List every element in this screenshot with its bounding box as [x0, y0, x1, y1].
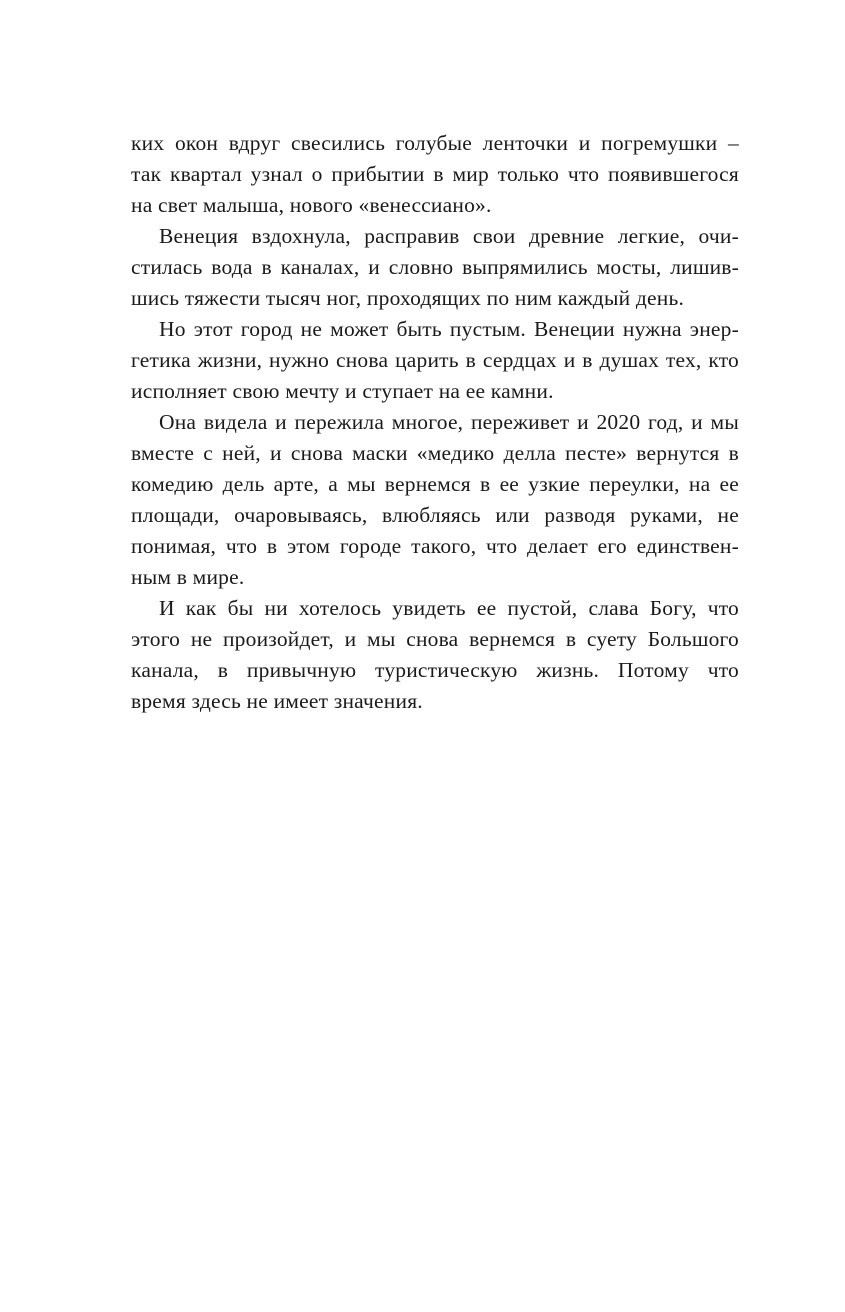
- text-line: канала, в привычную туристическую жизнь. Потому что: [131, 658, 739, 682]
- paragraph-5: [131, 593, 739, 717]
- text-line: Но этот город не может быть пустым. Венеции нужна энер-: [159, 317, 739, 341]
- text-line: гетика жизни, нужно снова царить в сердцах и в душах тех, кто: [131, 348, 739, 372]
- text-line: этого не произойдет, и мы снова вернемся в суету Большого: [131, 627, 739, 651]
- text-line: ным в мире.: [131, 565, 245, 589]
- text-line: стилась вода в каналах, и словно выпрямились мосты, лишив-: [131, 255, 739, 279]
- text-line: Она видела и пережила многое, переживет и 2020 год, и мы: [159, 410, 739, 434]
- text-line: площади, очаровываясь, влюбляясь или разводя руками, не: [131, 503, 739, 527]
- text-line: Венеция вздохнула, расправив свои древние легкие, очи-: [159, 224, 739, 248]
- body-text: [131, 128, 739, 717]
- text-line: И как бы ни хотелось увидеть ее пустой, слава Богу, что: [159, 596, 739, 620]
- text-line: так квартал узнал о прибытии в мир только что появившегося: [131, 162, 739, 186]
- text-line: понимая, что в этом городе такого, что делает его единствен-: [131, 534, 739, 558]
- text-line: на свет малыша, нового «венессиано».: [131, 193, 492, 217]
- text-line: комедию дель арте, а мы вернемся в ее узкие переулки, на ее: [131, 472, 739, 496]
- paragraph-1: [131, 128, 739, 221]
- text-line: ких окон вдруг свесились голубые ленточки и погремушки –: [131, 131, 739, 155]
- text-line: исполняет свою мечту и ступает на ее камни.: [131, 379, 554, 403]
- paragraph-3: [131, 314, 739, 407]
- paragraph-4: [131, 407, 739, 593]
- text-line: время здесь не имеет значения.: [131, 689, 423, 713]
- text-line: вместе с ней, и снова маски «медико делла песте» вернутся в: [131, 441, 739, 465]
- text-line: шись тяжести тысяч ног, проходящих по ним каждый день.: [131, 286, 685, 310]
- paragraph-2: [131, 221, 739, 314]
